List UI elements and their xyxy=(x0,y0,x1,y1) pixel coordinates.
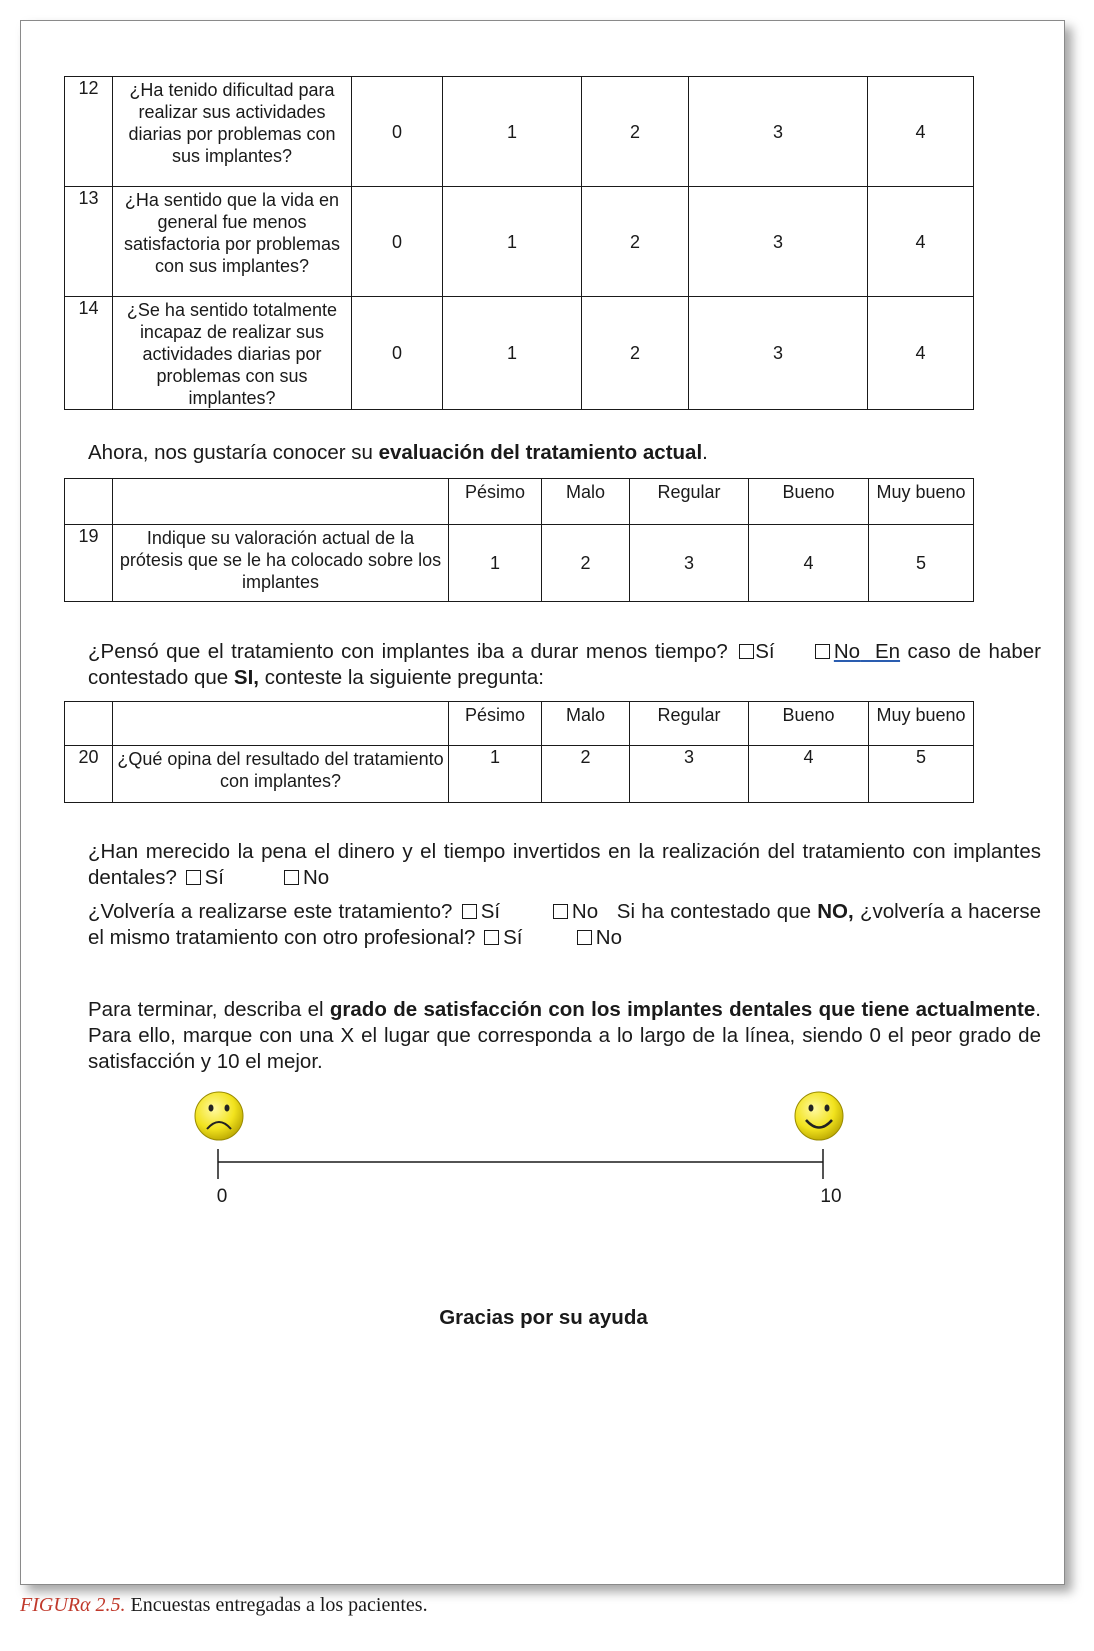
caption-text: Encuestas entregadas a los pacientes. xyxy=(130,1594,428,1616)
score-cell[interactable]: 2 xyxy=(582,297,689,410)
question-number: 12 xyxy=(65,77,113,187)
happy-face-icon xyxy=(795,1092,843,1140)
score-cell[interactable]: 2 xyxy=(582,187,689,297)
score-cell[interactable]: 1 xyxy=(449,746,542,803)
question-text: ¿Qué opina del resultado del tratamiento con implantes? xyxy=(113,746,449,803)
column-header: Pésimo xyxy=(449,479,542,525)
thanks-message: Gracias por su ayuda xyxy=(439,1306,648,1329)
section-intro: Ahora, nos gustaría conocer su evaluación del tratamiento actual. xyxy=(88,441,708,464)
score-cell[interactable]: 5 xyxy=(869,525,974,602)
scale-max-label: 10 xyxy=(820,1186,842,1207)
score-cell[interactable]: 1 xyxy=(443,187,582,297)
column-header: Bueno xyxy=(749,702,869,746)
question-number: 19 xyxy=(65,525,113,602)
question-text: ¿Ha sentido que la vida en general fue menos satisfactoria por problemas con sus implantes? xyxy=(113,187,352,297)
score-cell[interactable]: 3 xyxy=(689,187,868,297)
question-text: Indique su valoración actual de la prótesis que se le ha colocado sobre los implantes xyxy=(113,525,449,602)
score-cell[interactable]: 2 xyxy=(542,525,630,602)
question-number: 13 xyxy=(65,187,113,297)
column-header: Malo xyxy=(542,702,630,746)
column-header: Bueno xyxy=(749,479,869,525)
repeat-question: ¿Volvería a realizarse este tratamiento? Sí No Si ha contestado que NO, ¿volvería a hacerse el mismo tratamiento con otro profesional? Sí No xyxy=(88,900,1042,949)
score-cell[interactable]: 3 xyxy=(689,77,868,187)
column-header: Regular xyxy=(630,479,749,525)
score-cell[interactable]: 5 xyxy=(869,746,974,803)
no-link[interactable]: No En xyxy=(833,640,901,663)
score-cell[interactable]: 0 xyxy=(352,297,443,410)
column-header: Malo xyxy=(542,479,630,525)
score-cell[interactable]: 1 xyxy=(449,525,542,602)
column-header: Pésimo xyxy=(449,702,542,746)
figure-label: FIGURα 2.5. xyxy=(20,1594,126,1616)
score-cell[interactable]: 3 xyxy=(630,746,749,803)
score-cell[interactable]: 4 xyxy=(749,746,869,803)
score-cell[interactable]: 4 xyxy=(868,77,974,187)
column-header: Regular xyxy=(630,702,749,746)
score-cell[interactable]: 2 xyxy=(542,746,630,803)
question-number: 14 xyxy=(65,297,113,410)
question-number: 20 xyxy=(65,746,113,803)
score-cell[interactable]: 3 xyxy=(630,525,749,602)
column-header: Muy bueno xyxy=(869,479,974,525)
score-cell[interactable]: 2 xyxy=(582,77,689,187)
scale-min-label: 0 xyxy=(216,1186,228,1207)
final-instructions: Para terminar, describa el grado de satisfacción con los implantes dentales que tiene actualmente. Para ello, marque con una X el lugar que corresponda a lo largo de la línea, siendo 0 el peor grado de satisfacción y 10 el mejor. xyxy=(88,998,1041,1073)
duration-question: ¿Pensó que el tratamiento con implantes iba a durar menos tiempo? Sí No En caso de haber contestado que SI, conteste la siguiente pregunta: xyxy=(88,640,1041,689)
score-cell[interactable]: 4 xyxy=(749,525,869,602)
question-text: ¿Se ha sentido totalmente incapaz de realizar sus actividades diarias por problemas con sus implantes? xyxy=(113,297,352,410)
score-cell[interactable]: 4 xyxy=(868,297,974,410)
question-text: ¿Ha tenido dificultad para realizar sus actividades diarias por problemas con sus implantes? xyxy=(113,77,352,187)
score-cell[interactable]: 0 xyxy=(352,187,443,297)
score-cell[interactable]: 3 xyxy=(689,297,868,410)
score-cell[interactable]: 0 xyxy=(352,77,443,187)
column-header: Muy bueno xyxy=(869,702,974,746)
satisfaction-scale xyxy=(21,21,1066,1271)
sad-face-icon xyxy=(195,1092,243,1140)
figure-caption xyxy=(20,1594,428,1617)
worth-question: ¿Han merecido la pena el dinero y el tiempo invertidos en la realización del tratamiento con implantes dentales? Sí No xyxy=(88,840,1041,889)
score-cell[interactable]: 4 xyxy=(868,187,974,297)
score-cell[interactable]: 1 xyxy=(443,77,582,187)
document-page xyxy=(20,20,1065,1585)
score-cell[interactable]: 1 xyxy=(443,297,582,410)
